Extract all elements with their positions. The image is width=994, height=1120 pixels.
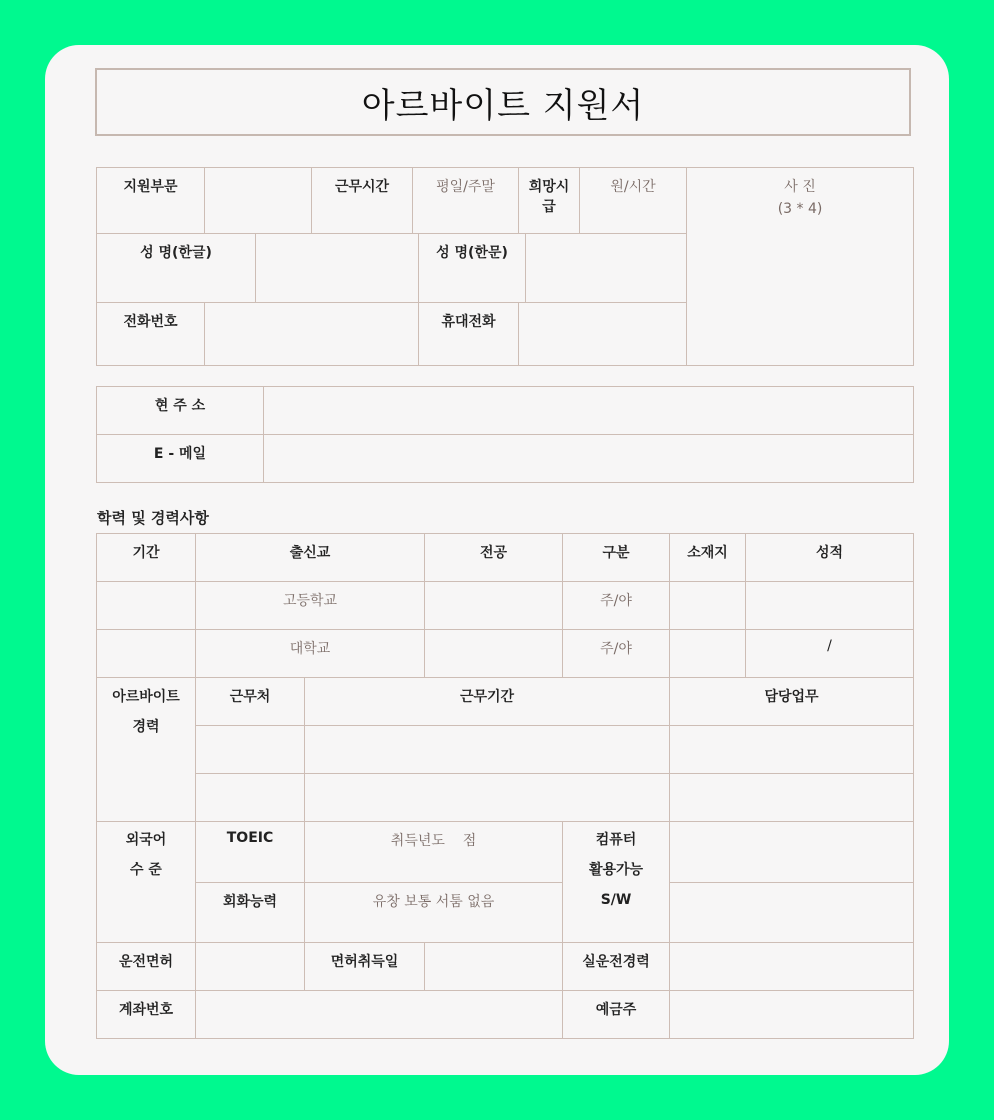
- edu-grade-univ[interactable]: /: [746, 630, 914, 678]
- email-field[interactable]: [264, 435, 914, 483]
- edu-school-high[interactable]: 고등학교: [196, 582, 425, 630]
- career-duty-field[interactable]: [670, 774, 914, 822]
- personal-info-table: [96, 167, 914, 366]
- name-kor-label: 성 명(한글): [97, 234, 256, 303]
- career-workplace-field[interactable]: [196, 774, 305, 822]
- name-han-field[interactable]: [526, 234, 687, 303]
- driving-experience-field[interactable]: [670, 943, 914, 991]
- form-title: 아르바이트 지원서: [95, 68, 911, 136]
- holder-label: 예금주: [563, 991, 670, 1039]
- career-workplace-header: 근무처: [196, 678, 305, 726]
- driver-license-label: 운전면허: [97, 943, 196, 991]
- work-time-label: 근무시간: [312, 168, 413, 234]
- account-label: 계좌번호: [97, 991, 196, 1039]
- education-career-table: [96, 533, 914, 1039]
- edu-header-grade: 성적: [746, 534, 914, 582]
- section-title: 학력 및 경력사항: [97, 509, 209, 527]
- holder-field[interactable]: [670, 991, 914, 1039]
- toeic-label: TOEIC: [196, 822, 305, 883]
- computer-label-line1: 컴퓨터: [595, 832, 637, 848]
- career-duty-field[interactable]: [670, 726, 914, 774]
- address-label: 현 주 소: [97, 387, 264, 435]
- conversation-label: 회화능력: [196, 883, 305, 943]
- account-field[interactable]: [196, 991, 563, 1039]
- work-time-value[interactable]: 평일/주말: [413, 168, 519, 234]
- edu-grade-high[interactable]: [746, 582, 914, 630]
- edu-header-type: 구분: [563, 534, 670, 582]
- photo-label: 사 진: [784, 179, 816, 195]
- language-label: [97, 822, 196, 943]
- language-label-line1: 외국어: [125, 832, 167, 848]
- edu-major-field[interactable]: [425, 582, 563, 630]
- edu-school-univ[interactable]: 대학교: [196, 630, 425, 678]
- driver-license-field[interactable]: [196, 943, 305, 991]
- edu-location-field[interactable]: [670, 630, 746, 678]
- edu-period-field[interactable]: [97, 582, 196, 630]
- license-date-label: 면허취득일: [305, 943, 425, 991]
- hope-wage-value[interactable]: 원/시간: [580, 168, 687, 234]
- edu-location-field[interactable]: [670, 582, 746, 630]
- career-period-field[interactable]: [305, 774, 670, 822]
- edu-header-major: 전공: [425, 534, 563, 582]
- phone-label: 전화번호: [97, 303, 205, 366]
- edu-major-field[interactable]: [425, 630, 563, 678]
- photo-size: (3 * 4): [777, 201, 823, 217]
- edu-type-univ[interactable]: 주/야: [563, 630, 670, 678]
- apply-dept-field[interactable]: [205, 168, 312, 234]
- application-form: [45, 45, 949, 1075]
- computer-label: [563, 822, 670, 943]
- career-label-line2: 경력: [132, 719, 160, 735]
- email-label: E - 메일: [97, 435, 264, 483]
- career-period-header: 근무기간: [305, 678, 670, 726]
- language-label-line2: 수 준: [130, 862, 162, 878]
- career-duty-header: 담당업무: [670, 678, 914, 726]
- apply-dept-label: 지원부문: [97, 168, 205, 234]
- mobile-label: 휴대전화: [419, 303, 519, 366]
- photo-box: [687, 168, 914, 366]
- hope-wage-label: 희망시급: [519, 168, 580, 234]
- career-label: [97, 678, 196, 822]
- table-row: [97, 774, 914, 822]
- edu-period-field[interactable]: [97, 630, 196, 678]
- name-kor-field[interactable]: [256, 234, 419, 303]
- computer-field-2[interactable]: [670, 883, 914, 943]
- edu-header-school: 출신교: [196, 534, 425, 582]
- name-han-label: 성 명(한문): [419, 234, 526, 303]
- table-row: [97, 726, 914, 774]
- driving-experience-label: 실운전경력: [563, 943, 670, 991]
- career-period-field[interactable]: [305, 726, 670, 774]
- address-field[interactable]: [264, 387, 914, 435]
- mobile-field[interactable]: [519, 303, 687, 366]
- toeic-value[interactable]: 취득년도 점: [305, 822, 563, 883]
- contact-table: [96, 386, 914, 483]
- table-row: [97, 630, 914, 678]
- table-row: [97, 582, 914, 630]
- conversation-value[interactable]: 유창 보통 서툼 없음: [305, 883, 563, 943]
- career-label-line1: 아르바이트: [112, 689, 180, 705]
- computer-label-line2: 활용가능: [588, 862, 644, 878]
- phone-field[interactable]: [205, 303, 419, 366]
- computer-field-1[interactable]: [670, 822, 914, 883]
- computer-label-line3: S/W: [600, 892, 632, 908]
- edu-header-period: 기간: [97, 534, 196, 582]
- edu-type-high[interactable]: 주/야: [563, 582, 670, 630]
- license-date-field[interactable]: [425, 943, 563, 991]
- edu-header-location: 소재지: [670, 534, 746, 582]
- career-workplace-field[interactable]: [196, 726, 305, 774]
